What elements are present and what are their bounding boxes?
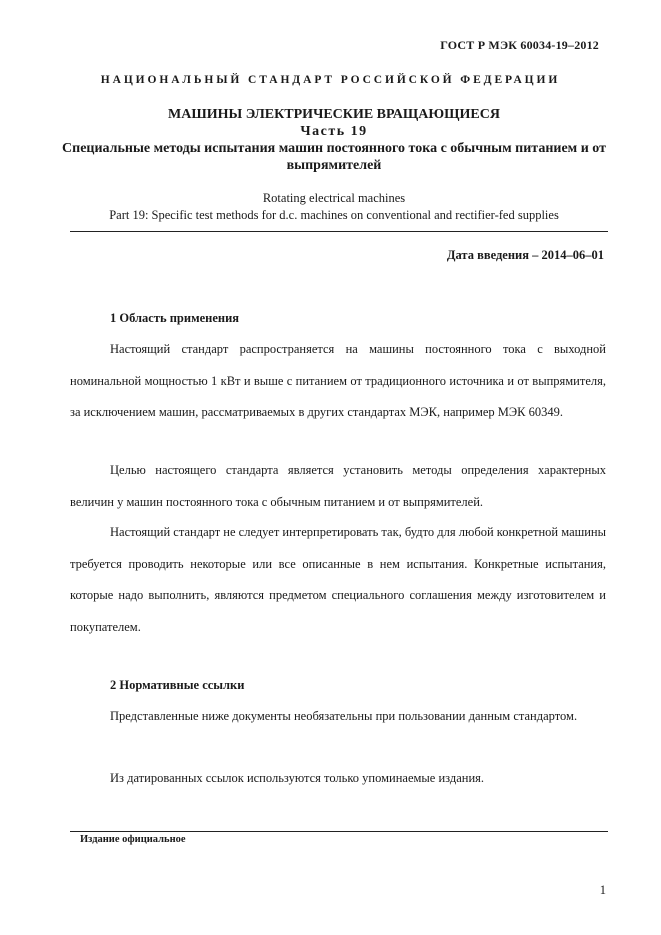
- paragraph: Настоящий стандарт распространяется на машины постоянного тока с выходной номинальной мощностью 1 кВт и выше с питанием от традиционного источника и от выпрямителя, за исключением машин, рассматриваемых в других стандартах МЭК, например МЭК 60349.: [70, 342, 606, 419]
- title-block: [60, 106, 608, 174]
- title-subtitle: Специальные методы испытания машин постоянного тока с обычным питанием и от выпрямителей: [62, 141, 606, 173]
- footer-divider: [70, 831, 608, 832]
- section-heading-scope: 1 Область применения: [110, 311, 240, 325]
- english-title-part: Part 19: Specific test methods for d.c. machines on conventional and rectifier-fed supplies: [109, 208, 559, 222]
- official-edition-label: Издание официальное: [80, 834, 186, 845]
- section-heading-references: 2 Нормативные ссылки: [110, 678, 245, 692]
- paragraph: Представленные ниже документы необязательны при пользовании данным стандартом.: [110, 709, 578, 723]
- paragraph: Настоящий стандарт не следует интерпретировать так, будто для любой конкретной машины требуется проводить некоторые или все описанные в нем испытания. Конкретные испытания, которые надо выполнить, являются предметом специального соглашения между изготовителем и покупателем.: [70, 525, 607, 634]
- national-standard-banner: НАЦИОНАЛЬНЫЙ СТАНДАРТ РОССИЙСКОЙ ФЕДЕРАЦИИ: [100, 74, 561, 86]
- page-number: 1: [599, 883, 606, 897]
- title-part: Часть 19: [300, 124, 368, 139]
- english-title-main: Rotating electrical machines: [262, 191, 406, 205]
- paragraph: Целью настоящего стандарта является установить методы определения характерных величин у машин постоянного тока с обычным питанием и от выпрямителей.: [70, 463, 606, 509]
- document-number: ГОСТ Р МЭК 60034-19–2012: [440, 38, 599, 52]
- title-main: МАШИНЫ ЭЛЕКТРИЧЕСКИЕ ВРАЩАЮЩИЕСЯ: [168, 107, 500, 122]
- introduction-date: Дата введения – 2014–06–01: [446, 248, 604, 262]
- paragraph: Из датированных ссылок используются только упоминаемые издания.: [110, 771, 485, 785]
- title-divider: [70, 231, 608, 232]
- english-title-block: [60, 190, 608, 224]
